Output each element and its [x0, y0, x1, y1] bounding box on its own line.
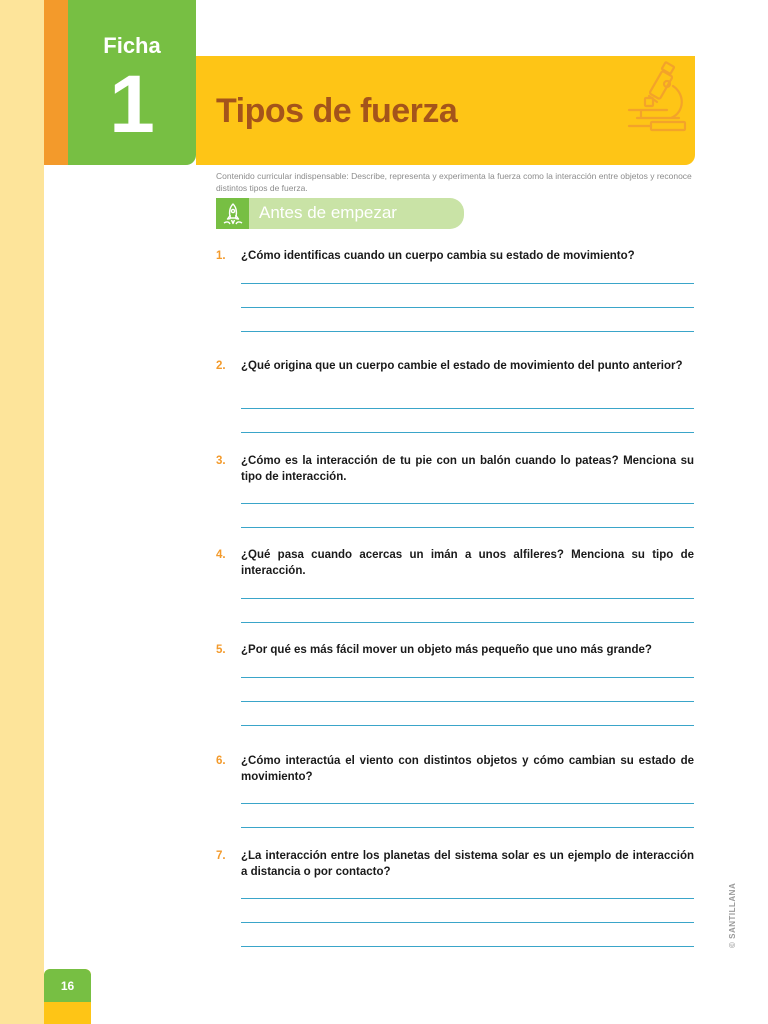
side-band: [0, 0, 44, 1024]
question-number: 5.: [216, 644, 226, 656]
answer-line[interactable]: [241, 677, 694, 678]
question-number: 3.: [216, 455, 226, 467]
question-text: ¿Cómo interactúa el viento con distintos objetos y cómo cambian su estado de movimiento?: [241, 755, 694, 783]
section-icon-box: [216, 198, 249, 229]
answer-line[interactable]: [241, 503, 694, 504]
answer-line[interactable]: [241, 598, 694, 599]
question-text: ¿Cómo identificas cuando un cuerpo cambia su estado de movimiento?: [241, 250, 635, 262]
question-text: ¿Qué pasa cuando acercas un imán a unos alfileres? Menciona su tipo de interacción.: [241, 549, 694, 577]
answer-line[interactable]: [241, 827, 694, 828]
answer-line[interactable]: [241, 946, 694, 947]
title-bar: [196, 56, 695, 165]
question-text: ¿La interacción entre los planetas del sistema solar es un ejemplo de interacción a distancia o por contacto?: [241, 850, 694, 878]
question-number: 2.: [216, 360, 226, 372]
question-number: 1.: [216, 250, 226, 262]
question-number: 6.: [216, 755, 226, 767]
section-title: Antes de empezar: [259, 203, 397, 222]
answer-line[interactable]: [241, 922, 694, 923]
answer-line[interactable]: [241, 701, 694, 702]
question-number: 7.: [216, 850, 226, 862]
page-number: 16: [60, 979, 75, 993]
answer-line[interactable]: [241, 307, 694, 308]
answer-line[interactable]: [241, 408, 694, 409]
answer-line[interactable]: [241, 622, 694, 623]
question-number: 4.: [216, 549, 226, 561]
section-header: [216, 198, 464, 229]
answer-line[interactable]: [241, 283, 694, 284]
answer-line[interactable]: [241, 527, 694, 528]
question-text: ¿Cómo es la interacción de tu pie con un balón cuando lo pateas? Menciona su tipo de interacción.: [241, 455, 694, 483]
answer-line[interactable]: [241, 331, 694, 332]
page-number-tab: [44, 969, 91, 1024]
page-title: Tipos de fuerza: [216, 92, 458, 130]
answer-line[interactable]: [241, 898, 694, 899]
answer-line[interactable]: [241, 432, 694, 433]
curricular-content: Contenido curricular indispensable: Describe, representa y experimenta la fuerza como la interacción entre objetos y reconoce distintos tipos de fuerza.: [216, 171, 692, 193]
question-text: ¿Qué origina que un cuerpo cambie el estado de movimiento del punto anterior?: [241, 360, 683, 372]
answer-line[interactable]: [241, 803, 694, 804]
side-orange-strip: [44, 0, 68, 165]
question-text: ¿Por qué es más fácil mover un objeto más pequeño que uno más grande?: [241, 644, 652, 656]
ficha-number: 1: [109, 59, 155, 150]
copyright-notice: © SANTILLANA: [728, 882, 737, 948]
ficha-badge: [68, 0, 196, 165]
rocket-icon: [223, 203, 243, 225]
microscope-icon: [627, 60, 691, 134]
ficha-label: Ficha: [103, 33, 161, 58]
answer-line[interactable]: [241, 725, 694, 726]
